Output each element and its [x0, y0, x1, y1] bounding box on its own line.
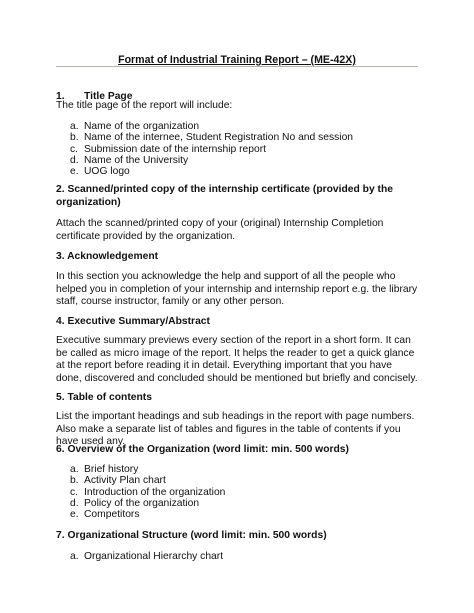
document-title-text: Format of Industrial Training Report – (ME-42X) — [118, 54, 356, 66]
list-item — [70, 121, 410, 132]
section-2-body — [56, 218, 418, 243]
list-item-text: Submission date of the internship report — [84, 143, 267, 155]
list-item-text: Organizational Hierarchy chart — [84, 551, 224, 562]
list-item-text: Introduction of the organization — [84, 486, 226, 498]
section-3-heading — [56, 251, 418, 264]
list-marker: e. — [70, 509, 79, 521]
list-marker: c. — [70, 486, 79, 498]
list-marker: b. — [70, 475, 79, 487]
section-4-heading — [56, 316, 418, 329]
list-marker: d. — [70, 154, 79, 166]
section-1-list — [70, 121, 410, 177]
section-1-number: 1. — [56, 91, 65, 102]
section-3-body-text: In this section you acknowledge the help and support of all the people who helped you in completion of your internship and internship report e.g. the library staff, course instructor, family or any other person. — [56, 271, 418, 308]
section-1-intro-text: The title page of the report will include: — [56, 100, 233, 111]
section-2-heading — [56, 184, 418, 209]
list-marker: e. — [70, 166, 79, 178]
list-item — [70, 509, 410, 520]
list-item-text: Competitors — [84, 509, 140, 521]
list-item-text: UOG logo — [84, 166, 130, 178]
list-marker: a. — [70, 551, 79, 562]
list-item-text: Brief history — [84, 464, 139, 475]
document-title — [56, 54, 418, 66]
list-marker: b. — [70, 132, 79, 144]
list-item — [70, 475, 410, 486]
list-item-text: Policy of the organization — [84, 497, 200, 509]
list-item-text: Name of the University — [84, 154, 189, 166]
section-1-heading-text: Title Page — [84, 91, 133, 102]
list-item — [70, 551, 410, 562]
list-item — [70, 144, 410, 155]
section-6-list — [70, 464, 410, 520]
section-4-body — [56, 335, 418, 385]
section-2-body-text: Attach the scanned/printed copy of your (original) Internship Completion certificate provided by the organization. — [56, 218, 384, 242]
list-item — [70, 498, 410, 509]
list-item — [70, 155, 410, 166]
section-4-body-text: Executive summary previews every section of the report in a short form. It can be called as micro image of the report. It helps the reader to get a quick glance at the report before reading it in detail. Everything important that you have done, discovered and concluded should be mentioned but briefly and concisely. — [56, 335, 418, 384]
section-7-heading — [56, 530, 418, 543]
section-4-heading-text: 4. Executive Summary/Abstract — [56, 316, 210, 327]
section-7-heading-text: 7. Organizational Structure (word limit: min. 500 words) — [56, 530, 327, 541]
section-2-heading-text: 2. Scanned/printed copy of the internship certificate (provided by the organization) — [56, 184, 393, 208]
list-item — [70, 132, 410, 143]
list-marker: a. — [70, 121, 79, 132]
section-6-heading — [56, 444, 418, 457]
list-item-text: Activity Plan chart — [84, 475, 166, 487]
section-5-body-text: List the important headings and sub headings in the report with page numbers. Also make a separate list of tables and figures in the table of contents if you have used any. — [56, 411, 415, 448]
section-5-heading — [56, 392, 418, 405]
list-marker: a. — [70, 464, 79, 475]
section-1-intro — [56, 100, 418, 113]
section-3-heading-text: 3. Acknowledgement — [56, 251, 159, 262]
section-3-body — [56, 271, 418, 309]
list-marker: d. — [70, 497, 79, 509]
list-item — [70, 464, 410, 475]
list-item-text: Name of the organization — [84, 121, 200, 132]
section-5-heading-text: 5. Table of contents — [56, 392, 152, 403]
list-item — [70, 487, 410, 498]
section-7-list — [70, 551, 410, 562]
list-item-text: Name of the internee, Student Registration No and session — [84, 132, 354, 144]
list-marker: c. — [70, 143, 79, 155]
title-rule — [56, 66, 418, 67]
section-6-heading-text: 6. Overview of the Organization (word limit: min. 500 words) — [56, 444, 349, 455]
list-item — [70, 166, 410, 177]
